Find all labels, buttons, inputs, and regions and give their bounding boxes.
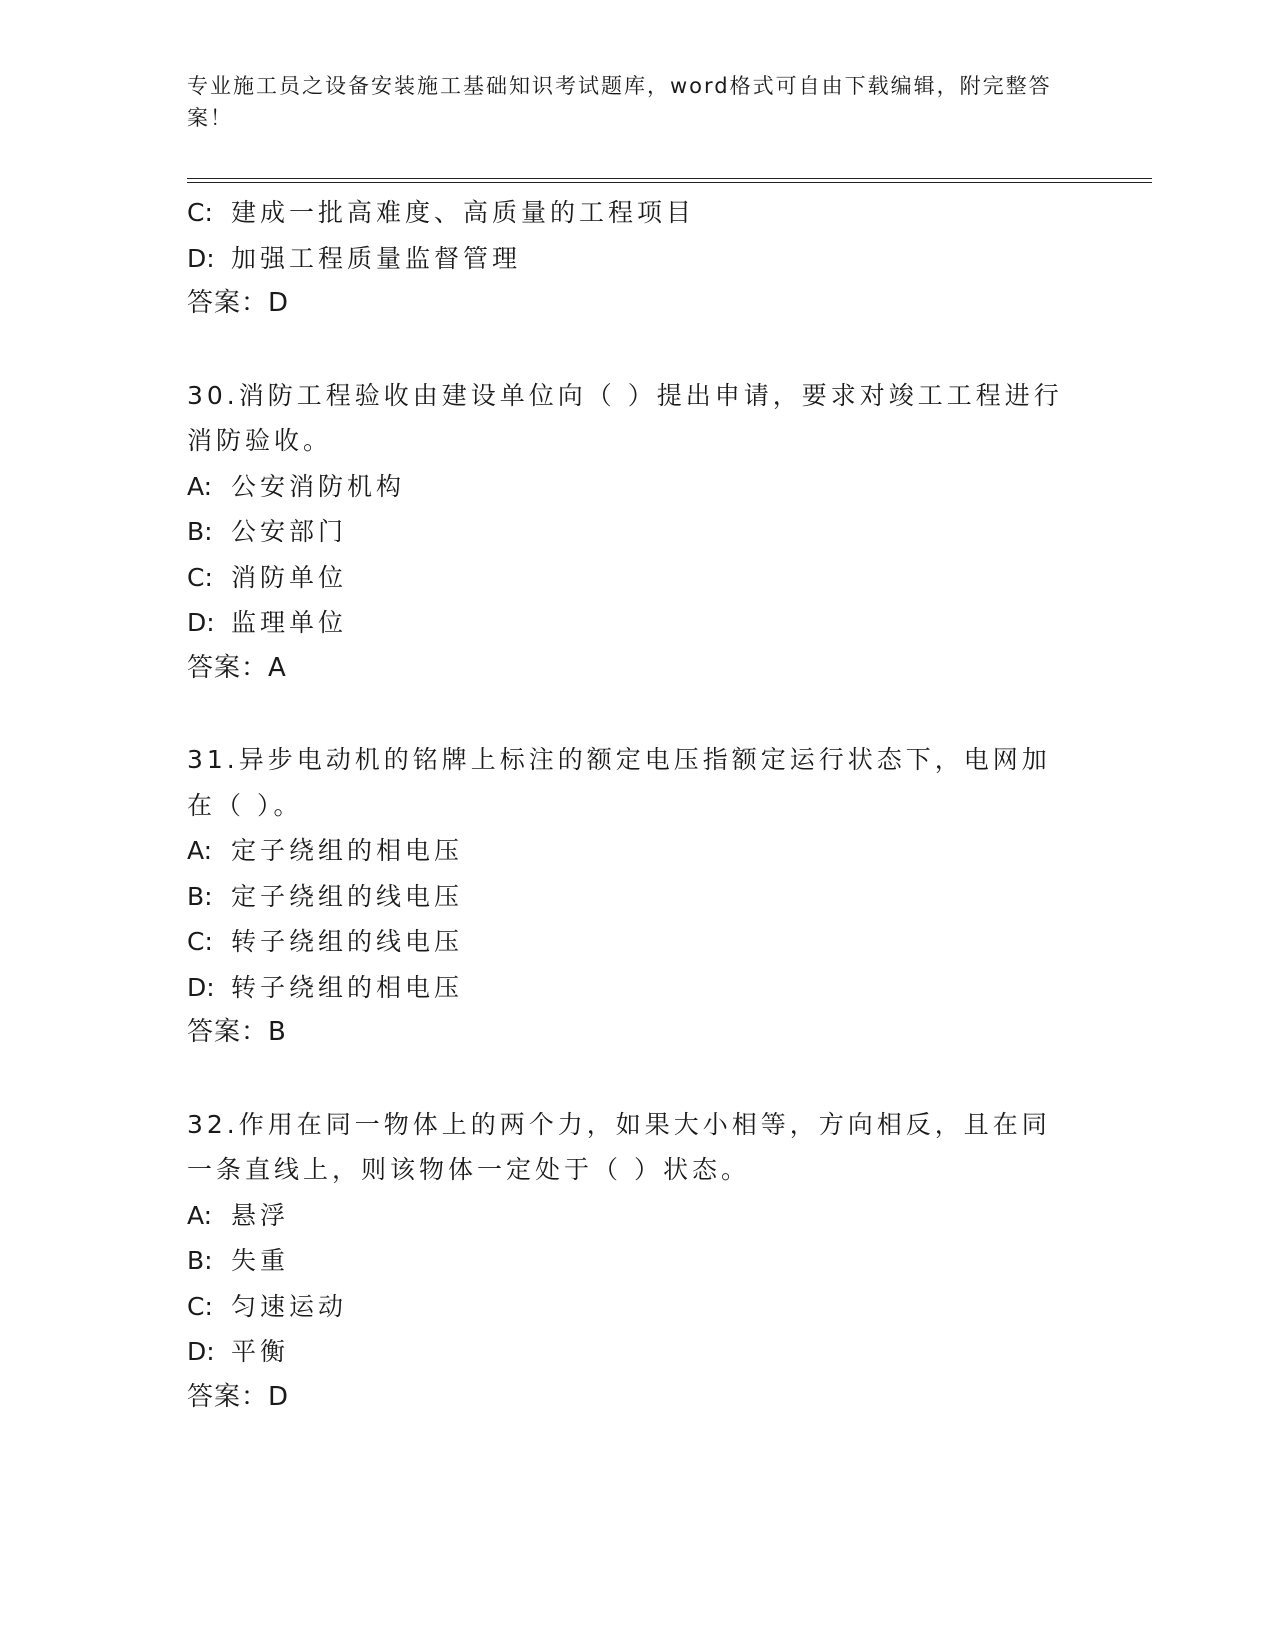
option-text: 平衡 — [231, 1337, 290, 1366]
question-list — [187, 190, 1087, 1420]
option-letter: D: — [187, 243, 215, 273]
option-text: 悬浮 — [231, 1200, 290, 1230]
option-letter: D: — [187, 972, 215, 1002]
question-stem: 32.作用在同一物体上的两个力，如果大小相等，方向相反，且在同一条直线上，则该物体一定处于（ ）状态。 — [187, 1109, 1051, 1184]
option-text: 公安消防机构 — [231, 471, 406, 501]
option-d — [187, 965, 1087, 1011]
option-text: 定子绕组的相电压 — [231, 836, 464, 865]
option-letter: B: — [187, 881, 213, 911]
option-b — [187, 1238, 1087, 1284]
option-d — [187, 236, 1087, 282]
option-text: 公安部门 — [231, 517, 348, 546]
option-letter: C: — [187, 198, 213, 227]
answer-line: 答案：A — [187, 652, 287, 683]
option-text: 定子绕组的线电压 — [231, 881, 464, 911]
option-letter: A: — [187, 1200, 213, 1230]
option-text: 监理单位 — [231, 608, 348, 637]
option-text: 转子绕组的线电压 — [231, 927, 464, 956]
option-d — [187, 1329, 1087, 1375]
option-b — [187, 874, 1087, 920]
option-text: 建成一批高难度、高质量的工程项目 — [231, 198, 696, 227]
answer-line: 答案：B — [187, 1017, 287, 1047]
question-stem: 31.异步电动机的铭牌上标注的额定电压指额定运行状态下，电网加在（ ）。 — [187, 745, 1051, 820]
option-letter: D: — [187, 608, 215, 637]
continued-question — [187, 190, 1087, 327]
answer-line: 答案：D — [187, 1381, 290, 1412]
option-text: 加强工程质量监督管理 — [231, 243, 522, 273]
header-double-rule — [187, 178, 1152, 183]
question-stem: 30.消防工程验收由建设单位向（ ）提出申请，要求对竣工工程进行消防验收。 — [187, 380, 1063, 455]
option-a — [187, 1193, 1087, 1239]
option-letter: B: — [187, 517, 213, 546]
answer-line: 答案：D — [187, 288, 290, 318]
question-32 — [187, 1102, 1087, 1421]
option-c — [187, 190, 1087, 236]
option-text: 失重 — [231, 1246, 290, 1275]
option-text: 匀速运动 — [231, 1291, 348, 1321]
option-a — [187, 464, 1087, 510]
option-d — [187, 600, 1087, 646]
option-text: 转子绕组的相电压 — [231, 972, 464, 1002]
option-c — [187, 555, 1087, 601]
option-c — [187, 919, 1087, 965]
option-a — [187, 828, 1087, 874]
option-letter: A: — [187, 471, 213, 501]
question-31 — [187, 737, 1087, 1056]
option-letter: C: — [187, 927, 213, 956]
option-letter: C: — [187, 562, 213, 592]
option-letter: B: — [187, 1246, 213, 1275]
document-header: 专业施工员之设备安装施工基础知识考试题库，word格式可自由下载编辑，附完整答案！ — [187, 74, 1052, 130]
option-b — [187, 509, 1087, 555]
option-text: 消防单位 — [231, 562, 348, 592]
option-letter: A: — [187, 836, 213, 865]
option-letter: C: — [187, 1291, 213, 1321]
option-letter: D: — [187, 1337, 215, 1366]
question-30 — [187, 373, 1087, 692]
option-c — [187, 1284, 1087, 1330]
